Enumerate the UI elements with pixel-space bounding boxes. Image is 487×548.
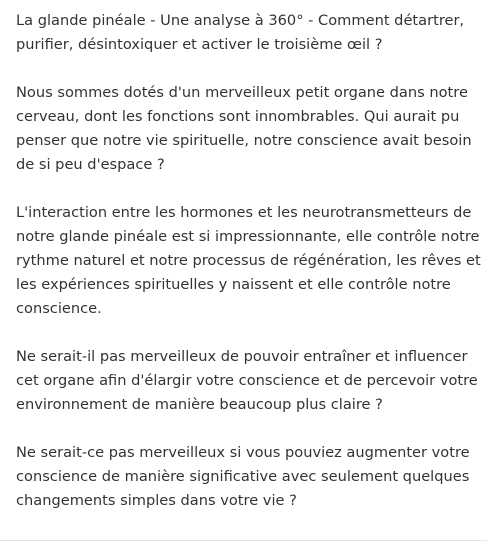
document-body <box>16 9 484 537</box>
bottom-divider <box>0 540 487 541</box>
paragraph: Nous sommes dotés d'un merveilleux petit organe dans notre cerveau, dont les fonctions sont innombrables. Qui aurait pu penser que notre vie spirituelle, notre conscience avait besoin de si peu d'espace ? <box>16 84 472 173</box>
document-title: La glande pinéale - Une analyse à 360° - Comment détartrer, purifier, désintoxiquer et activer le troisième œil ? <box>16 12 465 53</box>
paragraph: L'interaction entre les hormones et les neurotransmetteurs de notre glande pinéale est si impressionnante, elle contrôle notre rythme naturel et notre processus de régénération, les rêves et les expériences spirituelles y naissent et elle contrôle notre conscience. <box>16 204 481 317</box>
paragraph: Ne serait-il pas merveilleux de pouvoir entraîner et influencer cet organe afin d'élargir votre conscience et de percevoir votre environnement de manière beaucoup plus claire ? <box>16 348 478 413</box>
paragraph: Ne serait-ce pas merveilleux si vous pouviez augmenter votre conscience de manière significative avec seulement quelques changements simples dans votre vie ? <box>16 444 470 509</box>
